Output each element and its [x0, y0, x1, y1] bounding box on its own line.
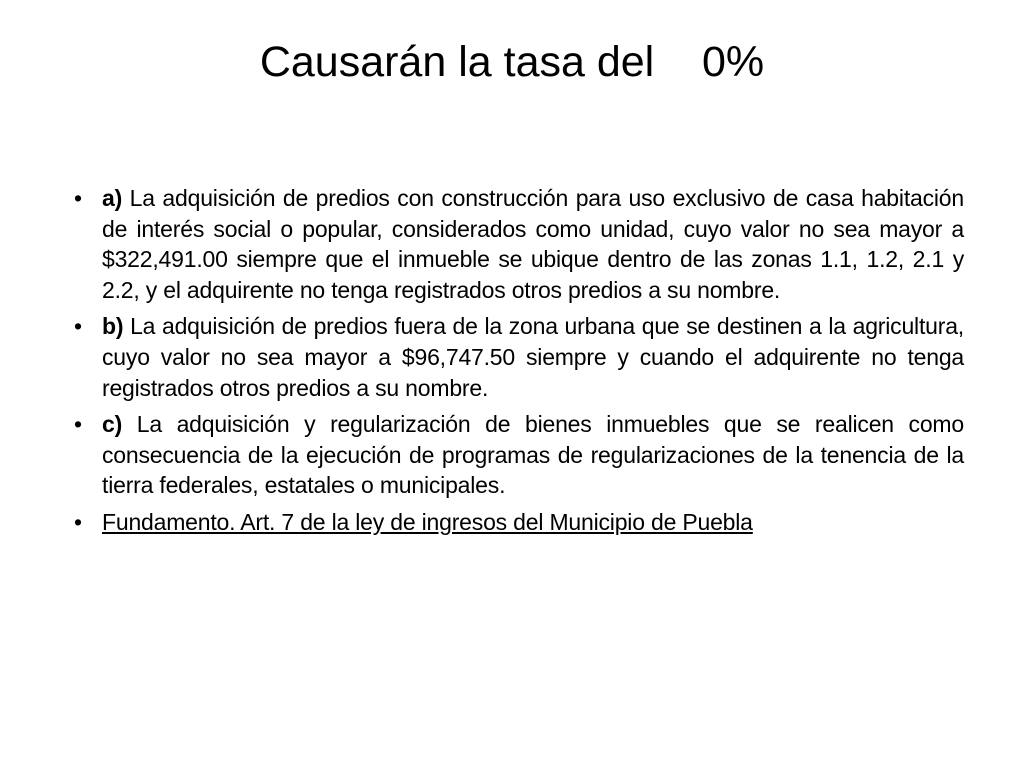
list-item-footnote: [74, 507, 964, 538]
item-marker: c): [102, 411, 123, 438]
list-item-a: [74, 183, 964, 305]
item-text: La adquisición de predios con construcción para uso exclusivo de casa habitación de interés social o popular, considerados como unidad, cuyo valor no sea mayor a $322,491.00 siempre que el inmueble se ubique dentro de las zonas 1.1, 1.2, 2.1 y 2.2, y el adquirente no tenga registrados otros predios a su nombre.: [102, 185, 964, 303]
item-marker: b): [102, 313, 124, 340]
item-text: La adquisición y regularización de bienes inmuebles que se realicen como consecuencia de la ejecución de programas de regularizaciones de la tenencia de la tierra federales, estatales o municipales.: [102, 411, 964, 499]
bullet-icon: •: [74, 313, 82, 340]
list-item-c: [74, 409, 964, 501]
legal-basis-text: Fundamento. Art. 7 de la ley de ingresos del Municipio de Puebla: [102, 508, 753, 535]
bullet-icon: •: [74, 508, 82, 535]
bullet-icon: •: [74, 185, 82, 211]
item-text: La adquisición de predios fuera de la zona urbana que se destinen a la agricultura, cuyo valor no sea mayor a $96,747.50 siempre y cuando el adquirente no tenga registrados otros predios a su nombre.: [102, 313, 964, 401]
bullet-list: [74, 183, 964, 544]
slide-title: Causarán la tasa del 0%: [259, 38, 765, 86]
item-marker: a): [102, 185, 123, 211]
bullet-icon: •: [74, 411, 82, 438]
list-item-b: [74, 311, 964, 403]
